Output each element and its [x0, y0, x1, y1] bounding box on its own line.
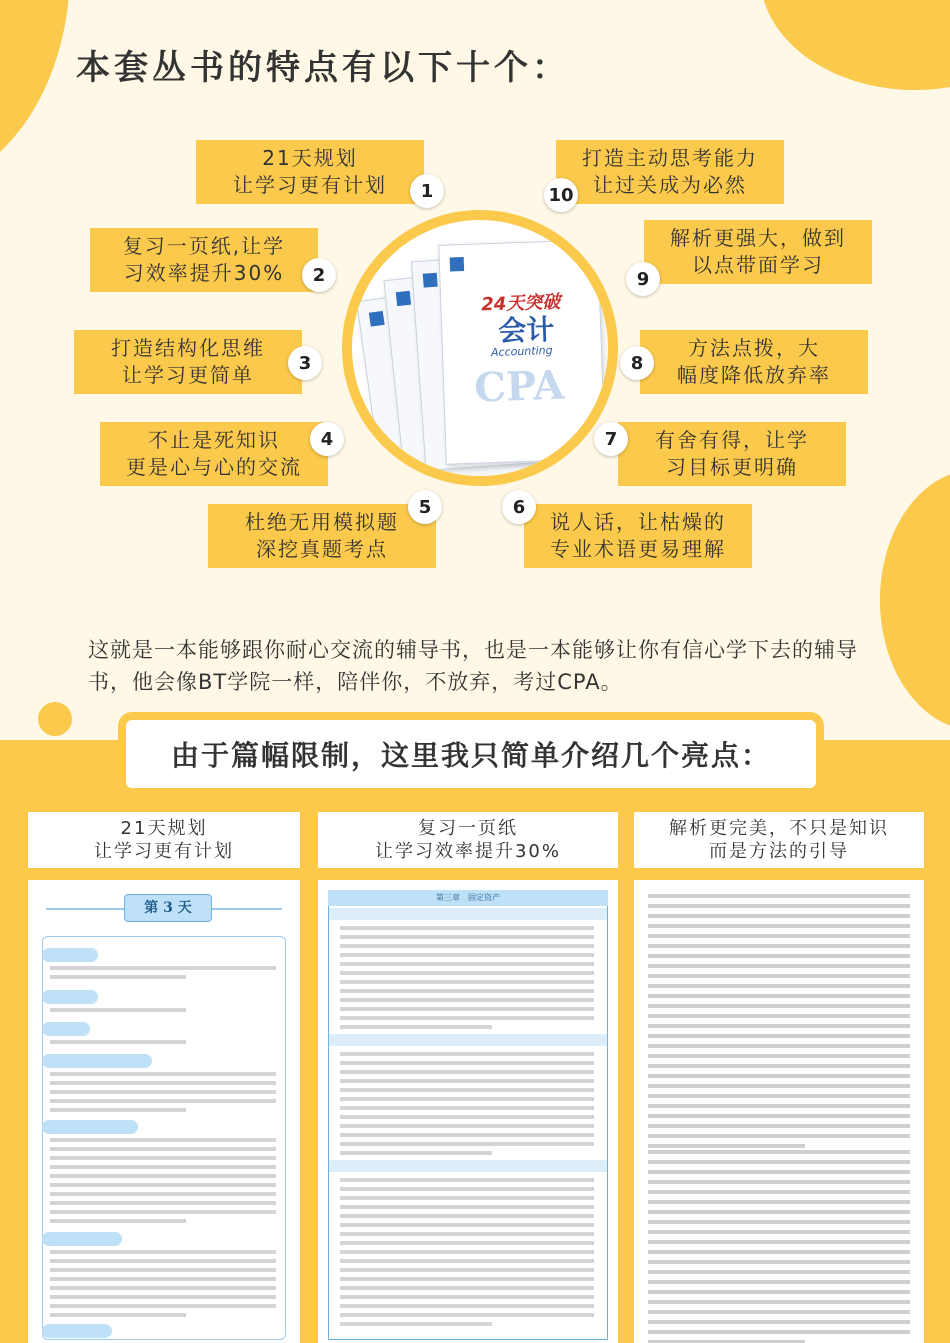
feature-num-10: 10 [544, 178, 578, 212]
book-front-cover [438, 239, 606, 464]
decor-circle-right [880, 470, 950, 730]
book-subject: 会计 [497, 312, 555, 348]
feature-7: 有舍有得，让学 习目标更明确 [618, 422, 846, 486]
feature-2: 复习一页纸,让学 习效率提升30% [90, 228, 318, 292]
feature-10: 打造主动思考能力 让过关成为必然 [556, 140, 784, 204]
feature-num-1: 1 [410, 174, 444, 208]
highlight-col-1 [28, 812, 300, 916]
sample-page-3 [634, 880, 924, 1343]
feature-num-9: 9 [626, 262, 660, 296]
decor-circle-top-right [760, 0, 950, 90]
book-exam: CPA [473, 361, 566, 412]
highlight-col-3 [634, 812, 924, 868]
day-label: 第 3 天 [124, 894, 212, 922]
feature-num-2: 2 [302, 258, 336, 292]
feature-num-4: 4 [310, 422, 344, 456]
book-subject-en: Accounting [490, 343, 553, 360]
decor-circle-top-left [0, 0, 70, 190]
feature-9: 解析更强大，做到 以点带面学习 [644, 220, 872, 284]
decor-dot [38, 702, 72, 736]
intro-text: 这就是一本能够跟你耐心交流的辅导书，也是一本能够让你有信心学下去的辅导书，他会像BT学院一样，陪伴你，不放弃，考过CPA。 [88, 638, 858, 694]
book-series: 24天突破 [480, 291, 561, 316]
book-cover-image [342, 210, 618, 486]
highlight-title-1: 21天规划 让学习更有计划 [28, 812, 300, 868]
chapter-label: 第三章 固定资产 [328, 890, 608, 906]
page-title: 本套丛书的特点有以下十个： [76, 48, 570, 88]
sample-page-1 [28, 880, 300, 1343]
feature-num-8: 8 [620, 346, 654, 380]
highlight-title-3: 解析更完美，不只是知识 而是方法的引导 [634, 812, 924, 868]
highlights-banner: 由于篇幅限制，这里我只简单介绍几个亮点： [118, 712, 824, 796]
feature-4: 不止是死知识 更是心与心的交流 [100, 422, 328, 486]
feature-num-5: 5 [408, 490, 442, 524]
feature-1: 21天规划 让学习更有计划 [196, 140, 424, 204]
feature-8: 方法点拨，大 幅度降低放弃率 [640, 330, 868, 394]
highlight-title-2: 复习一页纸 让学习效率提升30% [318, 812, 618, 868]
highlight-col-2 [318, 812, 618, 902]
feature-3: 打造结构化思维 让学习更简单 [74, 330, 302, 394]
feature-num-3: 3 [288, 346, 322, 380]
feature-num-7: 7 [594, 422, 628, 456]
sample-page-2 [318, 880, 618, 1343]
feature-5: 杜绝无用模拟题 深挖真题考点 [208, 504, 436, 568]
feature-6: 说人话，让枯燥的 专业术语更易理解 [524, 504, 752, 568]
feature-num-6: 6 [502, 490, 536, 524]
